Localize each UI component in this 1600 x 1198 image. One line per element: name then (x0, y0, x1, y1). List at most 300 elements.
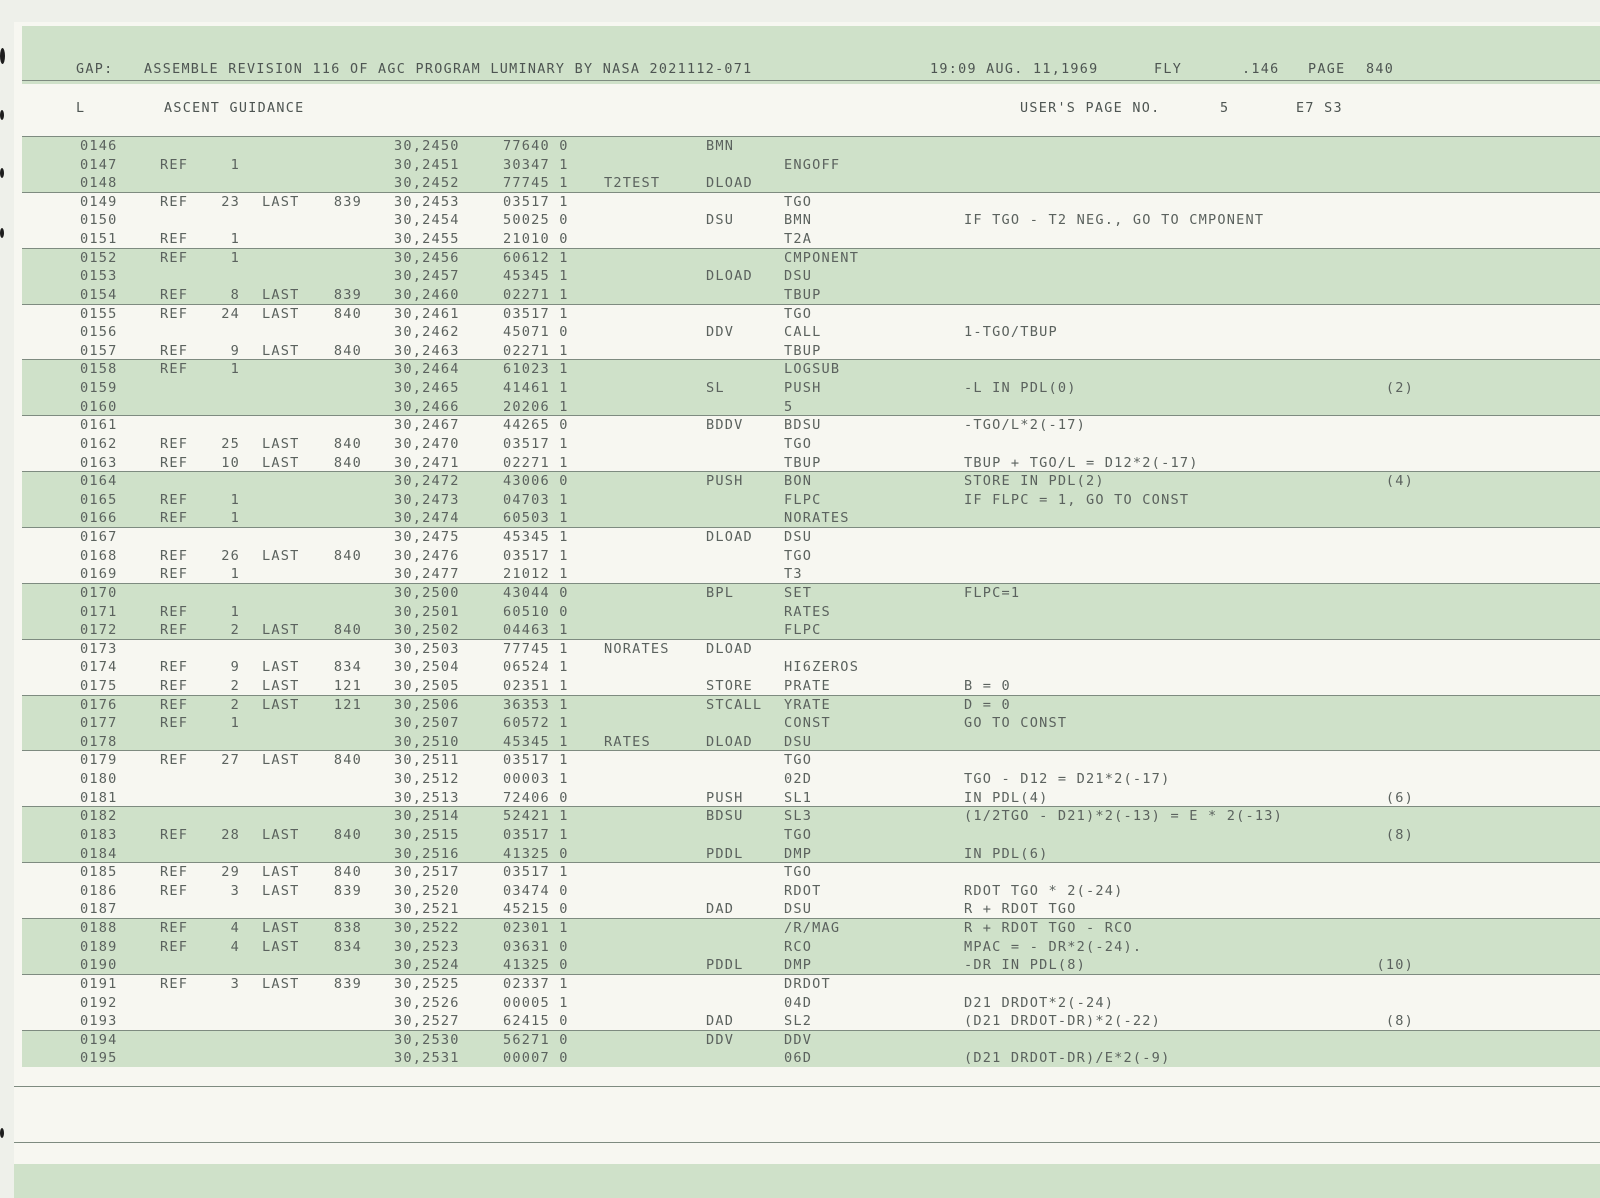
operand: ENGOFF (784, 156, 841, 173)
octal-code: 04463 1 (503, 622, 569, 639)
page-number: 840 (1366, 62, 1395, 77)
opcode: STCALL (706, 696, 763, 713)
octal-code: 62415 0 (503, 1013, 569, 1030)
section-code: E7 S3 (1296, 101, 1343, 116)
comment-text: D21 DRDOT*2(-24) (964, 994, 1115, 1011)
listing-row (0, 305, 1600, 324)
ref-count: 23 (221, 193, 240, 210)
memory-address: 30,2462 (394, 324, 460, 341)
ref-count: 26 (221, 547, 240, 564)
octal-code: 60503 1 (503, 510, 569, 527)
memory-address: 30,2525 (394, 975, 460, 992)
memory-address: 30,2453 (394, 193, 460, 210)
last-tag: LAST (262, 454, 300, 471)
line-number: 0170 (80, 584, 118, 601)
line-number: 0191 (80, 975, 118, 992)
listing-row (0, 994, 1600, 1013)
opcode: DAD (706, 901, 735, 918)
comment-text: TBUP + TGO/L = D12*2(-17) (964, 454, 1199, 471)
memory-address: 30,2504 (394, 659, 460, 676)
operand: SET (784, 584, 813, 601)
operand: TGO (784, 305, 813, 322)
listing-row (0, 435, 1600, 454)
pushdown-note: (8) (1385, 826, 1414, 843)
opcode: DLOAD (706, 268, 753, 285)
comment-text: B = 0 (964, 677, 1011, 694)
last-tag: LAST (262, 342, 300, 359)
binding-hole-mark (0, 168, 4, 178)
memory-address: 30,2461 (394, 305, 460, 322)
line-number: 0175 (80, 677, 118, 694)
listing-row (0, 938, 1600, 957)
memory-address: 30,2451 (394, 156, 460, 173)
last-page: 840 (333, 547, 362, 564)
memory-address: 30,2475 (394, 529, 460, 546)
last-page: 838 (333, 920, 362, 937)
opcode: PUSH (706, 789, 744, 806)
operand: DMP (784, 845, 813, 862)
octal-code: 61023 1 (503, 361, 569, 378)
opcode: DLOAD (706, 175, 753, 192)
memory-address: 30,2527 (394, 1013, 460, 1030)
operand: TGO (784, 864, 813, 881)
footer-band (14, 1164, 1600, 1198)
last-tag: LAST (262, 659, 300, 676)
memory-address: 30,2457 (394, 268, 460, 285)
ref-tag: REF (160, 882, 189, 899)
operand: BMN (784, 212, 813, 229)
listing-row (0, 379, 1600, 398)
pushdown-note: (2) (1385, 380, 1414, 397)
octal-code: 52421 1 (503, 808, 569, 825)
memory-address: 30,2512 (394, 771, 460, 788)
operand: TBUP (784, 342, 822, 359)
listing-row (0, 323, 1600, 342)
last-tag: LAST (262, 882, 300, 899)
octal-code: 03517 1 (503, 547, 569, 564)
ref-tag: REF (160, 286, 189, 303)
ref-count: 1 (230, 249, 240, 266)
operand: 06D (784, 1050, 813, 1067)
line-number: 0165 (80, 491, 118, 508)
ref-tag: REF (160, 696, 189, 713)
memory-address: 30,2464 (394, 361, 460, 378)
memory-address: 30,2506 (394, 696, 460, 713)
listing-row (0, 454, 1600, 473)
listing-row (0, 826, 1600, 845)
opcode: STORE (706, 677, 753, 694)
last-page: 834 (333, 659, 362, 676)
ref-tag: REF (160, 864, 189, 881)
location-label: NORATES (604, 640, 670, 657)
listing-row (0, 249, 1600, 268)
line-number: 0182 (80, 808, 118, 825)
octal-code: 45345 1 (503, 268, 569, 285)
operand: YRATE (784, 696, 831, 713)
ref-tag: REF (160, 361, 189, 378)
users-page-label: USER'S PAGE NO. (1020, 101, 1161, 116)
operand: DDV (784, 1031, 813, 1048)
octal-code: 45071 0 (503, 324, 569, 341)
line-number: 0194 (80, 1031, 118, 1048)
line-number: 0178 (80, 733, 118, 750)
ref-count: 1 (230, 566, 240, 583)
operand: LOGSUB (784, 361, 841, 378)
comment-text: IF FLPC = 1, GO TO CONST (964, 491, 1190, 508)
listing-row (0, 472, 1600, 491)
line-number: 0171 (80, 603, 118, 620)
ref-tag: REF (160, 715, 189, 732)
ref-count: 3 (230, 975, 240, 992)
octal-code: 41461 1 (503, 380, 569, 397)
ref-tag: REF (160, 342, 189, 359)
line-number: 0187 (80, 901, 118, 918)
ref-count: 1 (230, 361, 240, 378)
octal-code: 02271 1 (503, 454, 569, 471)
listing-row (0, 845, 1600, 864)
ref-count: 29 (221, 864, 240, 881)
listing-row (0, 696, 1600, 715)
comment-text: -TGO/L*2(-17) (964, 417, 1086, 434)
line-number: 0154 (80, 286, 118, 303)
line-number: 0173 (80, 640, 118, 657)
line-number: 0163 (80, 454, 118, 471)
octal-code: 03517 1 (503, 305, 569, 322)
operand: TGO (784, 193, 813, 210)
last-page: 839 (333, 975, 362, 992)
last-page: 839 (333, 882, 362, 899)
pushdown-note: (6) (1385, 789, 1414, 806)
octal-code: 03517 1 (503, 752, 569, 769)
listing-row (0, 156, 1600, 175)
listing-mode: FLY (1154, 62, 1183, 77)
location-label: T2TEST (604, 175, 661, 192)
memory-address: 30,2474 (394, 510, 460, 527)
ref-count: 2 (230, 677, 240, 694)
listing-row (0, 603, 1600, 622)
operand: SL1 (784, 789, 813, 806)
last-tag: LAST (262, 193, 300, 210)
comment-text: -L IN PDL(0) (964, 380, 1077, 397)
comment-text: (1/2TGO - D21)*2(-13) = E * 2(-13) (964, 808, 1284, 825)
binding-hole-mark (0, 48, 5, 64)
memory-address: 30,2521 (394, 901, 460, 918)
memory-address: 30,2476 (394, 547, 460, 564)
listing-end-rule (14, 1086, 1600, 1087)
ref-tag: REF (160, 752, 189, 769)
last-tag: LAST (262, 622, 300, 639)
comment-text: FLPC=1 (964, 584, 1021, 601)
last-page: 121 (333, 677, 362, 694)
section-marker: L (76, 101, 86, 116)
ref-count: 9 (230, 659, 240, 676)
memory-address: 30,2515 (394, 826, 460, 843)
last-page: 840 (333, 342, 362, 359)
comment-text: IN PDL(4) (964, 789, 1049, 806)
ref-tag: REF (160, 975, 189, 992)
header-rule (22, 80, 1600, 81)
operand: T3 (784, 566, 803, 583)
listing-timestamp: 19:09 AUG. 11,1969 (930, 62, 1099, 77)
line-number: 0159 (80, 380, 118, 397)
comment-text: (D21 DRDOT-DR)*2(-22) (964, 1013, 1162, 1030)
operand: TGO (784, 826, 813, 843)
ref-count: 9 (230, 342, 240, 359)
ref-tag: REF (160, 547, 189, 564)
ref-count: 28 (221, 826, 240, 843)
line-number: 0190 (80, 957, 118, 974)
memory-address: 30,2524 (394, 957, 460, 974)
memory-address: 30,2510 (394, 733, 460, 750)
line-number: 0188 (80, 920, 118, 937)
line-number: 0172 (80, 622, 118, 639)
memory-address: 30,2511 (394, 752, 460, 769)
memory-address: 30,2477 (394, 566, 460, 583)
listing-row (0, 193, 1600, 212)
line-number: 0183 (80, 826, 118, 843)
comment-text: IN PDL(6) (964, 845, 1049, 862)
memory-address: 30,2471 (394, 454, 460, 471)
octal-code: 03517 1 (503, 193, 569, 210)
line-number: 0181 (80, 789, 118, 806)
last-tag: LAST (262, 286, 300, 303)
comment-text: RDOT TGO * 2(-24) (964, 882, 1124, 899)
line-number: 0184 (80, 845, 118, 862)
octal-code: 50025 0 (503, 212, 569, 229)
memory-address: 30,2531 (394, 1050, 460, 1067)
listing-row (0, 584, 1600, 603)
octal-code: 03631 0 (503, 938, 569, 955)
operand: T2A (784, 231, 813, 248)
line-number: 0177 (80, 715, 118, 732)
ref-count: 1 (230, 603, 240, 620)
comment-text: TGO - D12 = D21*2(-17) (964, 771, 1171, 788)
listing-row (0, 528, 1600, 547)
ref-count: 24 (221, 305, 240, 322)
listing-row (0, 900, 1600, 919)
listing-row (0, 956, 1600, 975)
octal-code: 41325 0 (503, 845, 569, 862)
operand: 02D (784, 771, 813, 788)
operand: BDSU (784, 417, 822, 434)
operand: DSU (784, 529, 813, 546)
ref-count: 27 (221, 752, 240, 769)
line-number: 0160 (80, 398, 118, 415)
octal-code: 60572 1 (503, 715, 569, 732)
comment-text: R + RDOT TGO (964, 901, 1077, 918)
memory-address: 30,2466 (394, 398, 460, 415)
ref-tag: REF (160, 454, 189, 471)
line-number: 0146 (80, 138, 118, 154)
operand: DSU (784, 268, 813, 285)
line-number: 0161 (80, 417, 118, 434)
line-number: 0164 (80, 473, 118, 490)
listing-row (0, 286, 1600, 305)
binding-hole-mark (0, 228, 4, 238)
line-number: 0176 (80, 696, 118, 713)
listing-row (0, 863, 1600, 882)
memory-address: 30,2516 (394, 845, 460, 862)
octal-code: 02301 1 (503, 920, 569, 937)
operand: HI6ZEROS (784, 659, 860, 676)
line-number: 0148 (80, 175, 118, 192)
listing-row (0, 230, 1600, 249)
octal-code: 45345 1 (503, 733, 569, 750)
listing-row (0, 975, 1600, 994)
octal-code: 00003 1 (503, 771, 569, 788)
memory-address: 30,2465 (394, 380, 460, 397)
memory-address: 30,2454 (394, 212, 460, 229)
listing-row (0, 398, 1600, 417)
operand: 5 (784, 398, 794, 415)
pushdown-note: (10) (1376, 957, 1414, 974)
ref-count: 4 (230, 920, 240, 937)
opcode: PUSH (706, 473, 744, 490)
memory-address: 30,2514 (394, 808, 460, 825)
comment-text: D = 0 (964, 696, 1011, 713)
listing-row (0, 342, 1600, 361)
memory-address: 30,2502 (394, 622, 460, 639)
assembler-tag: GAP: (76, 62, 114, 77)
octal-code: 43044 0 (503, 584, 569, 601)
octal-code: 77745 1 (503, 640, 569, 657)
octal-code: 72406 0 (503, 789, 569, 806)
listing-row (0, 677, 1600, 696)
opcode: SL (706, 380, 725, 397)
listing-number: .146 (1242, 62, 1280, 77)
line-number: 0155 (80, 305, 118, 322)
line-number: 0156 (80, 324, 118, 341)
last-page: 840 (333, 826, 362, 843)
listing-row (0, 267, 1600, 286)
ref-count: 1 (230, 715, 240, 732)
last-tag: LAST (262, 305, 300, 322)
memory-address: 30,2501 (394, 603, 460, 620)
listing-row (0, 733, 1600, 752)
opcode: BDDV (706, 417, 744, 434)
last-tag: LAST (262, 826, 300, 843)
line-number: 0157 (80, 342, 118, 359)
memory-address: 30,2513 (394, 789, 460, 806)
operand: RCO (784, 938, 813, 955)
ref-tag: REF (160, 677, 189, 694)
opcode: DLOAD (706, 640, 753, 657)
line-number: 0174 (80, 659, 118, 676)
ref-tag: REF (160, 566, 189, 583)
ref-tag: REF (160, 603, 189, 620)
line-number: 0152 (80, 249, 118, 266)
octal-code: 45345 1 (503, 529, 569, 546)
line-number: 0147 (80, 156, 118, 173)
ref-count: 1 (230, 231, 240, 248)
listing-row (0, 807, 1600, 826)
comment-text: GO TO CONST (964, 715, 1068, 732)
memory-address: 30,2470 (394, 435, 460, 452)
ref-tag: REF (160, 193, 189, 210)
operand: SL2 (784, 1013, 813, 1030)
memory-address: 30,2467 (394, 417, 460, 434)
last-tag: LAST (262, 696, 300, 713)
opcode: PDDL (706, 845, 744, 862)
comment-text: STORE IN PDL(2) (964, 473, 1105, 490)
line-number: 0158 (80, 361, 118, 378)
octal-code: 21012 1 (503, 566, 569, 583)
octal-code: 77640 0 (503, 138, 569, 154)
comment-text: -DR IN PDL(8) (964, 957, 1086, 974)
memory-address: 30,2455 (394, 231, 460, 248)
octal-code: 60510 0 (503, 603, 569, 620)
listing-row (0, 621, 1600, 640)
ref-count: 2 (230, 696, 240, 713)
ref-tag: REF (160, 920, 189, 937)
ref-count: 25 (221, 435, 240, 452)
line-number: 0192 (80, 994, 118, 1011)
opcode: DAD (706, 1013, 735, 1030)
last-tag: LAST (262, 752, 300, 769)
last-tag: LAST (262, 864, 300, 881)
line-number: 0185 (80, 864, 118, 881)
pushdown-note: (4) (1385, 473, 1414, 490)
listing-row (0, 416, 1600, 435)
memory-address: 30,2463 (394, 342, 460, 359)
operand: SL3 (784, 808, 813, 825)
ref-count: 8 (230, 286, 240, 303)
listing-row (0, 1031, 1600, 1050)
operand: /R/MAG (784, 920, 841, 937)
octal-code: 02337 1 (503, 975, 569, 992)
line-number: 0180 (80, 771, 118, 788)
octal-code: 60612 1 (503, 249, 569, 266)
comment-text: MPAC = - DR*2(-24). (964, 938, 1143, 955)
line-number: 0179 (80, 752, 118, 769)
listing-row (0, 137, 1600, 156)
last-page: 839 (333, 286, 362, 303)
operand: FLPC (784, 491, 822, 508)
memory-address: 30,2500 (394, 584, 460, 601)
line-number: 0167 (80, 529, 118, 546)
last-page: 840 (333, 305, 362, 322)
last-tag: LAST (262, 435, 300, 452)
ref-tag: REF (160, 826, 189, 843)
ref-tag: REF (160, 435, 189, 452)
line-number: 0149 (80, 193, 118, 210)
line-number: 0166 (80, 510, 118, 527)
comment-text: IF TGO - T2 NEG., GO TO CMPONENT (964, 212, 1265, 229)
operand: CALL (784, 324, 822, 341)
memory-address: 30,2522 (394, 920, 460, 937)
line-number: 0151 (80, 231, 118, 248)
memory-address: 30,2472 (394, 473, 460, 490)
octal-code: 30347 1 (503, 156, 569, 173)
operand: CONST (784, 715, 831, 732)
last-tag: LAST (262, 547, 300, 564)
operand: CMPONENT (784, 249, 860, 266)
operand: TGO (784, 435, 813, 452)
memory-address: 30,2505 (394, 677, 460, 694)
line-number: 0162 (80, 435, 118, 452)
listing-row (0, 714, 1600, 733)
last-tag: LAST (262, 938, 300, 955)
line-number: 0153 (80, 268, 118, 285)
listing-row (0, 491, 1600, 510)
ref-count: 1 (230, 510, 240, 527)
binding-hole-mark (0, 110, 4, 120)
section-title: ASCENT GUIDANCE (164, 101, 305, 116)
last-tag: LAST (262, 975, 300, 992)
operand: TGO (784, 752, 813, 769)
octal-code: 77745 1 (503, 175, 569, 192)
listing-row (0, 1049, 1600, 1068)
